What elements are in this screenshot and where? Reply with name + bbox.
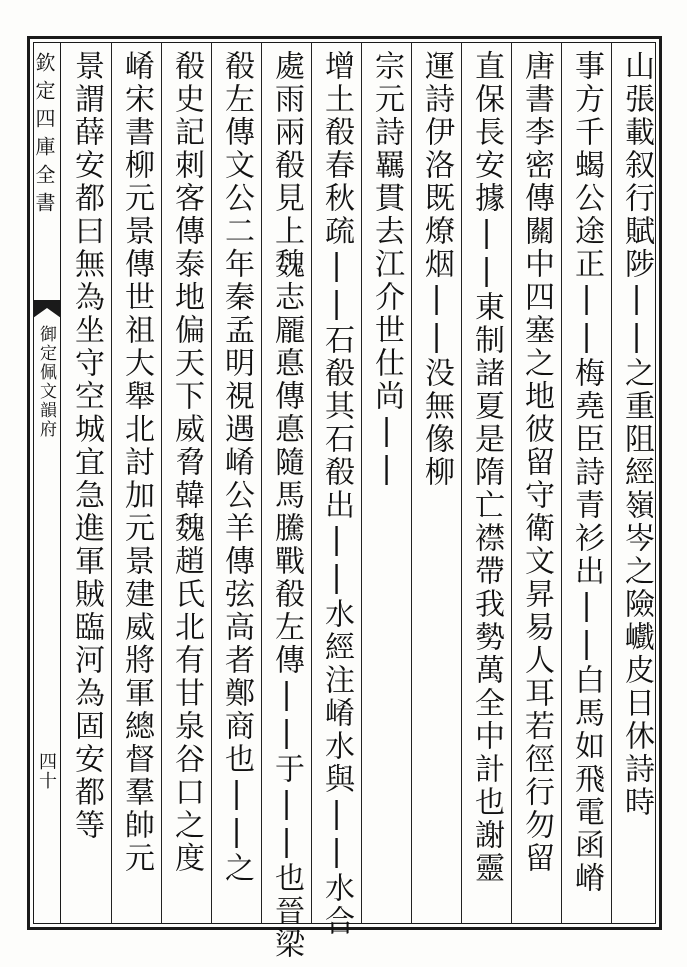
- text-column-8: 處雨兩殽見上魏志龎悳傳悳隨馬騰戰殽左傳||于||也晉梁: [269, 50, 304, 961]
- column-rule: [211, 42, 212, 924]
- column-rule: [461, 42, 462, 924]
- library-title: 欽定四庫全書: [32, 52, 56, 220]
- column-rule: [411, 42, 412, 924]
- fishtail-mark-icon: [33, 300, 61, 318]
- column-rule: [511, 42, 512, 924]
- text-column-2: 事方千蝎公途正||梅堯臣詩青衫出||白馬如飛電函嵴: [569, 50, 604, 895]
- text-column-6: 宗元詩羈貫去江介世仕尚||: [369, 50, 404, 489]
- folio-number: 四十: [36, 752, 57, 790]
- text-column-1: 山張載叙行賦陟||之重阻經嶺岑之險巇皮日休詩時: [619, 50, 654, 819]
- column-rule: [311, 42, 312, 924]
- column-rule: [111, 42, 112, 924]
- text-column-3: 唐書李密傳關中四塞之地彼留守衛文昇易人耳若徑行勿留: [519, 50, 554, 875]
- text-column-12: 景謂薛安都曰無為坐守空城宜急進軍賊臨河為固安都等: [69, 50, 104, 842]
- text-column-5: 運詩伊洛既燎烟||没無像柳: [419, 50, 454, 489]
- book-title: 御定佩文韻府: [36, 325, 56, 439]
- text-column-7: 增土殽春秋疏||石殽其石殽出||水經注崤水與||水合: [319, 50, 354, 938]
- column-rule: [161, 42, 162, 924]
- column-rule: [261, 42, 262, 924]
- column-rule: [361, 42, 362, 924]
- column-rule: [611, 42, 612, 924]
- text-column-11: 崤宋書柳元景傳世祖大舉北討加元景建威將軍總督羣帥元: [119, 50, 154, 875]
- text-column-10: 殽史記刺客傳泰地偏天下威脅韓魏趙氏北有甘泉谷口之度: [169, 50, 204, 875]
- text-column-9: 殽左傳文公二年秦孟明視遇崤公羊傳弦高者鄭商也||之: [219, 50, 254, 885]
- text-column-4: 直保長安據||東制諸夏是隋亡襟帶我勢萬全中計也謝靈: [469, 50, 504, 885]
- column-rule: [561, 42, 562, 924]
